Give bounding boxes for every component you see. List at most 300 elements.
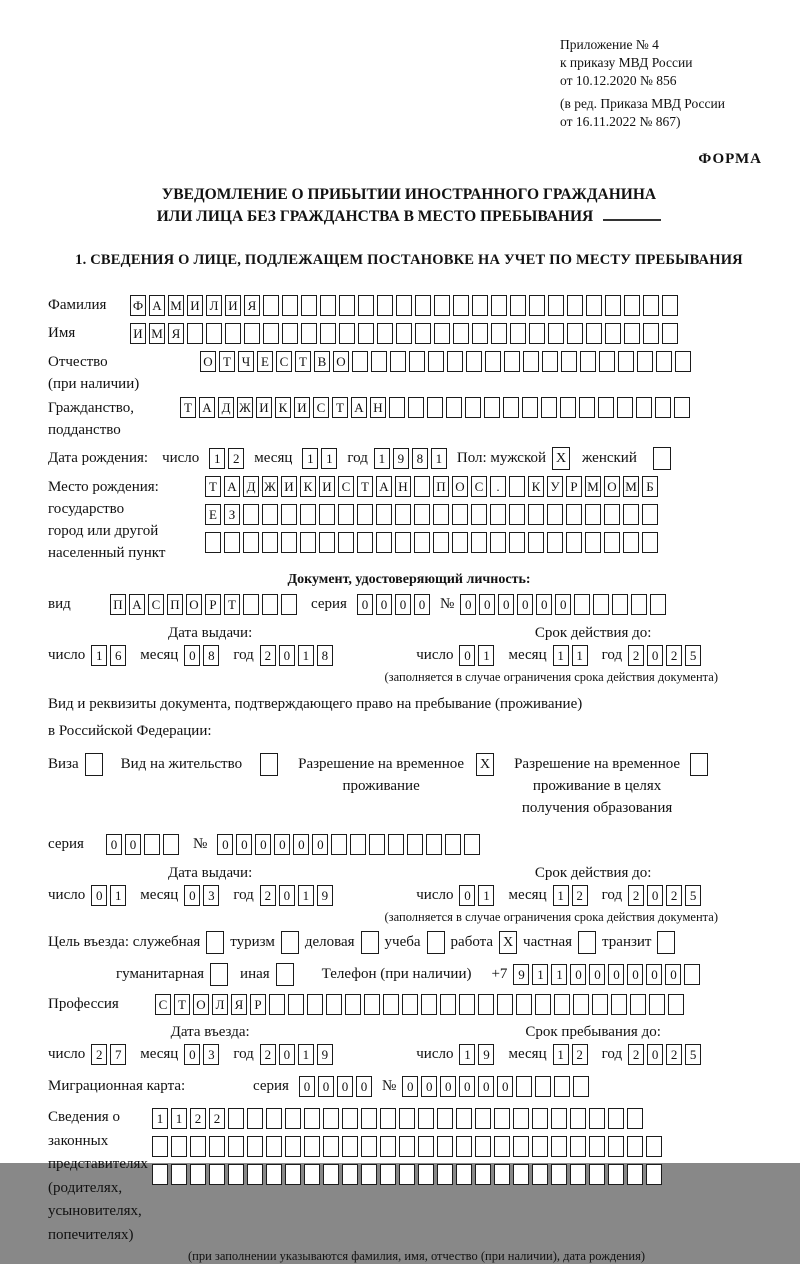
birth-date-label: Дата рождения:: [48, 450, 149, 466]
char-cell: 1: [302, 448, 318, 469]
char-cell: 1: [298, 885, 314, 906]
char-cell: Е: [257, 351, 273, 372]
char-cell: 0: [125, 834, 141, 855]
representatives-rows: [152, 1106, 662, 1185]
char-cell: И: [187, 295, 203, 316]
surname-cells: [130, 295, 678, 316]
char-cell: [402, 994, 418, 1015]
char-cell: 0: [402, 1076, 418, 1097]
char-cell: [144, 834, 160, 855]
char-cell: [388, 834, 404, 855]
char-cell: [339, 295, 355, 316]
char-cell: [281, 504, 297, 525]
char-cell: [407, 834, 423, 855]
char-cell: 1: [572, 645, 588, 666]
char-cell: [472, 323, 488, 344]
char-cell: [266, 1108, 282, 1129]
birth-place-rows: [205, 476, 770, 558]
char-cell: [323, 1136, 339, 1157]
gender-female-checkbox: [653, 447, 671, 470]
char-cell: [300, 504, 316, 525]
residence-doc-intro2: в Российской Федерации:: [48, 723, 212, 739]
char-cell: [338, 532, 354, 553]
char-cell: 0: [421, 1076, 437, 1097]
char-cell: [605, 295, 621, 316]
purpose-service-checkbox: [206, 931, 224, 954]
char-cell: 0: [479, 594, 495, 615]
char-cell: 0: [646, 964, 662, 985]
char-cell: [643, 323, 659, 344]
char-cell: [623, 532, 639, 553]
char-cell: 0: [279, 885, 295, 906]
char-cell: И: [225, 295, 241, 316]
char-cell: [361, 1108, 377, 1129]
char-cell: 5: [685, 645, 701, 666]
char-cell: 0: [459, 645, 475, 666]
char-cell: [228, 1164, 244, 1185]
representatives-line3: [152, 1164, 662, 1185]
doc-valid-day: [459, 645, 494, 666]
char-cell: П: [167, 594, 183, 615]
phone-prefix: +7: [491, 966, 508, 982]
char-cell: 3: [203, 885, 219, 906]
char-cell: [494, 1108, 510, 1129]
char-cell: [247, 1108, 263, 1129]
char-cell: Н: [370, 397, 386, 418]
res-issue-year: [260, 885, 333, 906]
char-cell: Ф: [130, 295, 146, 316]
name-cells: [130, 323, 678, 344]
identity-doc-row: [48, 593, 770, 616]
char-cell: 0: [236, 834, 252, 855]
res-valid-group: Срок действия до: число 0 1 месяц 1 2 год 2 0 2 5: [416, 864, 770, 906]
migration-card-label: Миграционная карта:: [48, 1078, 186, 1094]
char-cell: [516, 1076, 532, 1097]
char-cell: [466, 351, 482, 372]
char-cell: [262, 504, 278, 525]
char-cell: М: [585, 476, 601, 497]
char-cell: [414, 504, 430, 525]
char-cell: [560, 397, 576, 418]
char-cell: [459, 994, 475, 1015]
res-issue-month: [184, 885, 219, 906]
char-cell: [585, 504, 601, 525]
doc-kind-cells: [110, 594, 297, 615]
form-title-line2: ИЛИ ЛИЦА БЕЗ ГРАЖДАНСТВА В МЕСТО ПРЕБЫВАНИЯ: [156, 208, 594, 225]
purpose-other-label: иная: [240, 966, 270, 982]
char-cell: [586, 323, 602, 344]
char-cell: [361, 1164, 377, 1185]
char-cell: [304, 1136, 320, 1157]
purpose-study-checkbox: [427, 931, 445, 954]
char-cell: О: [333, 351, 349, 372]
char-cell: [586, 295, 602, 316]
char-cell: [376, 504, 392, 525]
char-cell: [608, 1136, 624, 1157]
visit-purpose-row1: Цель въезда: служебная туризм деловая учеба работа X частная транзит: [48, 931, 770, 954]
char-cell: Е: [205, 504, 221, 525]
char-cell: 0: [184, 645, 200, 666]
name-row: [48, 323, 770, 344]
profession-row: [48, 994, 770, 1015]
char-cell: [285, 1136, 301, 1157]
doc-issue-day: [91, 645, 126, 666]
char-cell: [171, 1136, 187, 1157]
char-cell: [399, 1136, 415, 1157]
patronymic-label: Отчество (при наличии): [48, 354, 140, 392]
char-cell: [396, 295, 412, 316]
char-cell: [510, 295, 526, 316]
char-cell: Т: [174, 994, 190, 1015]
char-cell: [389, 397, 405, 418]
char-cell: О: [452, 476, 468, 497]
form-label: ФОРМА: [698, 151, 762, 167]
char-cell: 0: [570, 964, 586, 985]
char-cell: [491, 295, 507, 316]
char-cell: К: [528, 476, 544, 497]
doc-issue-group: Дата выдачи: число 1 6 месяц 0 8 год 2 0 1 8: [48, 624, 372, 666]
char-cell: [608, 1164, 624, 1185]
char-cell: [589, 1136, 605, 1157]
char-cell: [281, 532, 297, 553]
char-cell: 1: [91, 645, 107, 666]
char-cell: [548, 323, 564, 344]
res-number-label: №: [193, 836, 208, 852]
char-cell: 2: [572, 885, 588, 906]
char-cell: [464, 834, 480, 855]
char-cell: 0: [517, 594, 533, 615]
char-cell: [627, 1136, 643, 1157]
char-cell: 2: [666, 885, 682, 906]
char-cell: [357, 532, 373, 553]
char-cell: А: [224, 476, 240, 497]
char-cell: [326, 994, 342, 1015]
char-cell: 1: [551, 964, 567, 985]
char-cell: 0: [414, 594, 430, 615]
char-cell: [304, 1108, 320, 1129]
char-cell: [509, 532, 525, 553]
char-cell: [452, 504, 468, 525]
char-cell: [163, 834, 179, 855]
char-cell: [269, 994, 285, 1015]
char-cell: [567, 295, 583, 316]
appendix-reference: [560, 36, 770, 131]
char-cell: [535, 1076, 551, 1097]
char-cell: [377, 323, 393, 344]
representatives-note: (при заполнении указываются фамилия, имя, отчество (при наличии), дата рождения): [188, 1249, 646, 1263]
char-cell: 1: [553, 885, 569, 906]
char-cell: А: [351, 397, 367, 418]
char-cell: [282, 323, 298, 344]
char-cell: 0: [255, 834, 271, 855]
char-cell: 2: [666, 645, 682, 666]
char-cell: [623, 504, 639, 525]
char-cell: В: [314, 351, 330, 372]
char-cell: 1: [110, 885, 126, 906]
char-cell: [542, 351, 558, 372]
revision-line: от 16.11.2022 № 867): [560, 114, 681, 129]
edu-permit-checkbox: [690, 753, 708, 776]
char-cell: [547, 504, 563, 525]
char-cell: 0: [376, 594, 392, 615]
char-cell: [510, 323, 526, 344]
char-cell: [471, 504, 487, 525]
char-cell: 0: [459, 1076, 475, 1097]
char-cell: 2: [260, 885, 276, 906]
char-cell: [445, 834, 461, 855]
char-cell: 1: [478, 885, 494, 906]
char-cell: [624, 295, 640, 316]
char-cell: 9: [513, 964, 529, 985]
char-cell: З: [224, 504, 240, 525]
char-cell: [376, 532, 392, 553]
char-cell: [152, 1164, 168, 1185]
char-cell: [598, 397, 614, 418]
char-cell: [331, 834, 347, 855]
char-cell: [262, 594, 278, 615]
char-cell: [428, 351, 444, 372]
char-cell: 8: [317, 645, 333, 666]
char-cell: К: [275, 397, 291, 418]
char-cell: [570, 1108, 586, 1129]
char-cell: А: [199, 397, 215, 418]
entry-date-group: Дата въезда: число 2 7 месяц 0 3 год 2 0 1 9: [48, 1023, 372, 1065]
char-cell: [323, 1108, 339, 1129]
char-cell: [345, 994, 361, 1015]
phone-cells: [513, 964, 700, 985]
char-cell: [247, 1164, 263, 1185]
doc-issue-month: [184, 645, 219, 666]
char-cell: [573, 994, 589, 1015]
char-cell: [304, 1164, 320, 1185]
char-cell: [589, 1164, 605, 1185]
char-cell: 0: [647, 1044, 663, 1065]
char-cell: [456, 1108, 472, 1129]
char-cell: Ч: [238, 351, 254, 372]
char-cell: [320, 323, 336, 344]
char-cell: [471, 532, 487, 553]
char-cell: [475, 1108, 491, 1129]
char-cell: 1: [209, 448, 225, 469]
char-cell: [437, 1136, 453, 1157]
char-cell: [358, 295, 374, 316]
char-cell: 2: [260, 1044, 276, 1065]
char-cell: 1: [553, 1044, 569, 1065]
char-cell: [171, 1164, 187, 1185]
char-cell: 0: [184, 1044, 200, 1065]
purpose-label: Цель въезда: служебная: [48, 934, 201, 950]
char-cell: [415, 323, 431, 344]
char-cell: Л: [212, 994, 228, 1015]
char-cell: 2: [91, 1044, 107, 1065]
form-title-line1: УВЕДОМЛЕНИЕ О ПРИБЫТИИ ИНОСТРАННОГО ГРАЖДАНИНА: [161, 186, 657, 203]
char-cell: 0: [217, 834, 233, 855]
char-cell: [592, 994, 608, 1015]
char-cell: [228, 1108, 244, 1129]
char-cell: [437, 1164, 453, 1185]
char-cell: 0: [395, 594, 411, 615]
identity-doc-dates: [48, 624, 770, 666]
char-cell: [617, 397, 633, 418]
doc-issue-title: Дата выдачи:: [168, 625, 253, 641]
phone-label: Телефон (при наличии): [321, 966, 472, 982]
res-valid-day: [459, 885, 494, 906]
char-cell: [627, 1164, 643, 1185]
char-cell: [418, 1136, 434, 1157]
char-cell: И: [294, 397, 310, 418]
char-cell: М: [623, 476, 639, 497]
char-cell: [285, 1108, 301, 1129]
appendix-line: к приказу МВД России: [560, 55, 693, 70]
month-label: месяц: [254, 450, 293, 466]
char-cell: [532, 1108, 548, 1129]
char-cell: 2: [628, 885, 644, 906]
year-label: год: [347, 450, 368, 466]
char-cell: [307, 994, 323, 1015]
char-cell: 1: [374, 448, 390, 469]
char-cell: 1: [321, 448, 337, 469]
char-cell: 0: [440, 1076, 456, 1097]
residence-doc-dates: [48, 864, 770, 906]
char-cell: [484, 397, 500, 418]
stay-year: [628, 1044, 701, 1065]
char-cell: [646, 1164, 662, 1185]
char-cell: [662, 323, 678, 344]
char-cell: А: [149, 295, 165, 316]
char-cell: [433, 504, 449, 525]
char-cell: [478, 994, 494, 1015]
res-valid-month: [553, 885, 588, 906]
char-cell: .: [490, 476, 506, 497]
appendix-line: от 10.12.2020 № 856: [560, 73, 677, 88]
char-cell: [509, 504, 525, 525]
char-cell: [301, 295, 317, 316]
char-cell: [504, 351, 520, 372]
char-cell: [551, 1108, 567, 1129]
char-cell: [395, 532, 411, 553]
char-cell: [338, 504, 354, 525]
char-cell: 0: [279, 645, 295, 666]
residence-doc-intro1: Вид и реквизиты документа, подтверждающего право на пребывание (проживание): [48, 696, 583, 712]
birth-month-cells: [302, 448, 337, 469]
char-cell: [453, 323, 469, 344]
char-cell: [350, 834, 366, 855]
char-cell: [593, 594, 609, 615]
appendix-line: Приложение № 4: [560, 37, 659, 52]
char-cell: [532, 1136, 548, 1157]
char-cell: 0: [478, 1076, 494, 1097]
char-cell: 0: [279, 1044, 295, 1065]
char-cell: [566, 504, 582, 525]
char-cell: Т: [357, 476, 373, 497]
char-cell: 0: [184, 885, 200, 906]
char-cell: Р: [205, 594, 221, 615]
citizenship-cells: [180, 397, 690, 418]
doc-valid-year: [628, 645, 701, 666]
char-cell: 3: [203, 1044, 219, 1065]
char-cell: [642, 532, 658, 553]
char-cell: С: [471, 476, 487, 497]
char-cell: [414, 476, 430, 497]
char-cell: [624, 323, 640, 344]
char-cell: 0: [312, 834, 328, 855]
char-cell: А: [129, 594, 145, 615]
char-cell: [589, 1108, 605, 1129]
char-cell: 9: [393, 448, 409, 469]
char-cell: [554, 994, 570, 1015]
char-cell: [649, 994, 665, 1015]
char-cell: Т: [219, 351, 235, 372]
char-cell: [465, 397, 481, 418]
res-valid-year: [628, 885, 701, 906]
validity-note: (заполняется в случае ограничения срока действия документа): [384, 670, 718, 684]
doc-valid-group: Срок действия до: число 0 1 месяц 1 1 год 2 0 2 5: [416, 624, 770, 666]
char-cell: [485, 351, 501, 372]
char-cell: 0: [497, 1076, 513, 1097]
stay-day: [459, 1044, 494, 1065]
form-title: [48, 184, 770, 228]
char-cell: 0: [106, 834, 122, 855]
char-cell: 0: [665, 964, 681, 985]
char-cell: [395, 504, 411, 525]
char-cell: [497, 994, 513, 1015]
char-cell: [541, 397, 557, 418]
char-cell: 0: [589, 964, 605, 985]
entry-year: [260, 1044, 333, 1065]
char-cell: [447, 351, 463, 372]
char-cell: 9: [317, 1044, 333, 1065]
char-cell: Б: [642, 476, 658, 497]
char-cell: 2: [190, 1108, 206, 1129]
char-cell: [491, 323, 507, 344]
day-label: число: [162, 450, 200, 466]
char-cell: Р: [566, 476, 582, 497]
char-cell: [528, 504, 544, 525]
char-cell: [357, 504, 373, 525]
char-cell: С: [148, 594, 164, 615]
visa-option: Виза: [48, 753, 109, 776]
char-cell: Я: [244, 295, 260, 316]
char-cell: 2: [628, 1044, 644, 1065]
char-cell: 1: [459, 1044, 475, 1065]
char-cell: 2: [628, 645, 644, 666]
char-cell: [513, 1136, 529, 1157]
char-cell: [418, 1108, 434, 1129]
char-cell: [377, 295, 393, 316]
char-cell: О: [604, 476, 620, 497]
section1-heading: 1. СВЕДЕНИЯ О ЛИЦЕ, ПОДЛЕЖАЩЕМ ПОСТАНОВКЕ НА УЧЕТ ПО МЕСТУ ПРЕБЫВАНИЯ: [75, 252, 743, 268]
citizenship-row: [48, 397, 770, 441]
char-cell: [380, 1164, 396, 1185]
char-cell: [522, 397, 538, 418]
char-cell: [339, 323, 355, 344]
gender-female-label: женский: [582, 450, 637, 466]
char-cell: [655, 397, 671, 418]
patronymic-row: [48, 351, 770, 395]
char-cell: 0: [356, 1076, 372, 1097]
char-cell: 1: [298, 645, 314, 666]
char-cell: Т: [224, 594, 240, 615]
char-cell: 6: [110, 645, 126, 666]
char-cell: [190, 1136, 206, 1157]
char-cell: [187, 323, 203, 344]
char-cell: [361, 1136, 377, 1157]
purpose-humanitarian-checkbox: [210, 963, 228, 986]
char-cell: 9: [478, 1044, 494, 1065]
char-cell: [433, 532, 449, 553]
char-cell: [418, 1164, 434, 1185]
entry-dates: [48, 1023, 770, 1065]
